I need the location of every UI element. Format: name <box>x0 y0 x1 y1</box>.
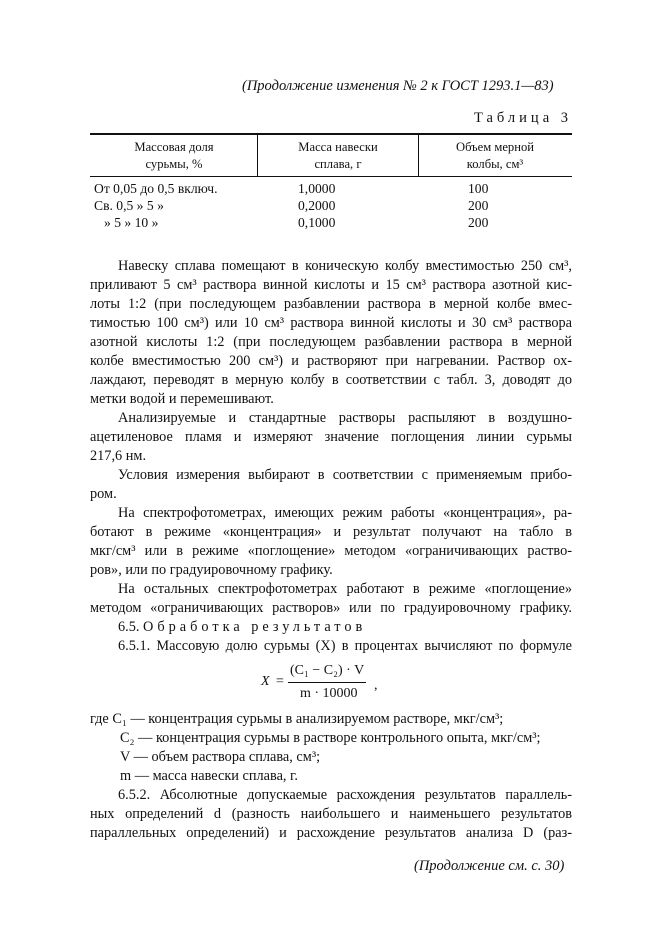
table-row-1-volume: 100 <box>468 181 489 196</box>
table-caption: Таблица 3 <box>473 110 572 126</box>
text-line: методом «ограничивающих растворов» или по градуировочному графику. <box>90 600 572 616</box>
table-row-2-range: Св. 0,5 » 5 » <box>94 198 164 213</box>
page-header: (Продолжение изменения № 2 к ГОСТ 1293.1—83) <box>242 78 554 94</box>
where-line: V — объем раствора сплава, см³; <box>120 749 321 765</box>
text-line: лоты 1:2 (при последующем разбавлении раствора в мерной колбе вмес- <box>90 296 572 312</box>
text-line: лаждают, переводят в мерную колбу в соответствии с табл. 3, доводят до <box>90 372 572 388</box>
table-row-3-volume: 200 <box>468 215 489 230</box>
table-row-1-range: От 0,05 до 0,5 включ. <box>94 181 218 196</box>
table-header-mass-fraction: Массовая доля сурьмы, % <box>134 140 214 171</box>
text-line: Условия измерения выбирают в соответствии с применяемым прибо- <box>118 467 572 483</box>
text-line: колбе вместимостью 200 см³) и растворяют при нагревании. Раствор ох- <box>90 353 572 369</box>
table-row-3-mass: 0,1000 <box>298 215 336 230</box>
text-line: ботают в режиме «концентрация» и результат получают на табло в <box>90 524 572 540</box>
text-line: приливают 5 см³ раствора винной кислоты и 15 см³ раствора азотной кис- <box>90 277 572 293</box>
text-line: Навеску сплава помещают в коническую колбу вместимостью 250 см³, <box>118 258 572 274</box>
text-line: На спектрофотометрах, имеющих режим работы «концентрация», ра- <box>118 505 572 521</box>
text-line: тимостью 100 см³) или 10 см³ раствора винной кислоты и 30 см³ раствора <box>90 315 572 331</box>
text-line: Анализируемые и стандартные растворы распыляют в воздушно- <box>118 410 572 426</box>
formula <box>258 660 408 704</box>
table-row-1-mass: 1,0000 <box>298 181 336 196</box>
text-line: азотной кислоты 1:2 (при последующем разбавлении раствора в мерной <box>90 334 572 350</box>
text-line: На остальных спектрофотометрах работают в режиме «поглощение» <box>118 581 572 597</box>
paragraph-6-5-2-line: параллельных определений) и расхождение результатов анализа D (раз- <box>90 825 572 841</box>
paragraph-6-5-2-line: 6.5.2. Абсолютные допускаемые расхождения результатов параллель- <box>118 787 572 803</box>
paragraph-6-5-2-line: ных определений d (разность наибольшего и наименьшего результатов <box>90 806 572 822</box>
text-line: мкг/см³ или в режиме «поглощение» методом «ограничивающих раство- <box>90 543 572 559</box>
text-line: 217,6 нм. <box>90 448 147 464</box>
where-line: где C₁ — концентрация сурьмы в анализируемом растворе, мкг/см³; <box>90 711 504 727</box>
text-line: ром. <box>90 486 117 502</box>
table-header-rule <box>90 176 572 177</box>
table-row-2-mass: 0,2000 <box>298 198 336 213</box>
where-line: m — масса навески сплава, г. <box>120 768 298 784</box>
table-header-sample-mass: Масса навески сплава, г <box>298 140 378 171</box>
formula-equals: = <box>276 674 284 689</box>
table-row-3-range: » 5 » 10 » <box>104 215 159 230</box>
page-footer: (Продолжение см. с. 30) <box>414 858 565 874</box>
formula-fraction-bar <box>288 682 366 683</box>
section-heading-6-5 <box>118 618 572 637</box>
table-header-flask-volume: Объем мерной колбы, см³ <box>455 140 535 171</box>
table-top-rule <box>90 133 572 135</box>
section-number: 6.5. <box>118 619 140 635</box>
where-line: C₂ — концентрация сурьмы в растворе контрольного опыта, мкг/см³; <box>120 730 541 746</box>
section-title: Обработка результатов <box>143 619 367 635</box>
text-line: ров», или по градуировочному графику. <box>90 562 333 578</box>
formula-denominator: m · 10000 <box>300 686 358 701</box>
formula-numerator: (C₁ − C₂) · V <box>290 663 365 678</box>
formula-comma: , <box>374 678 378 693</box>
formula-lhs: X <box>261 674 270 689</box>
paragraph-6-5-1: 6.5.1. Массовую долю сурьмы (X) в процентах вычисляют по формуле <box>118 638 572 654</box>
table-row-2-volume: 200 <box>468 198 489 213</box>
text-line: ацетиленовое пламя и измеряют значение поглощения линии сурьмы <box>90 429 572 445</box>
text-line: метки водой и перемешивают. <box>90 391 274 407</box>
